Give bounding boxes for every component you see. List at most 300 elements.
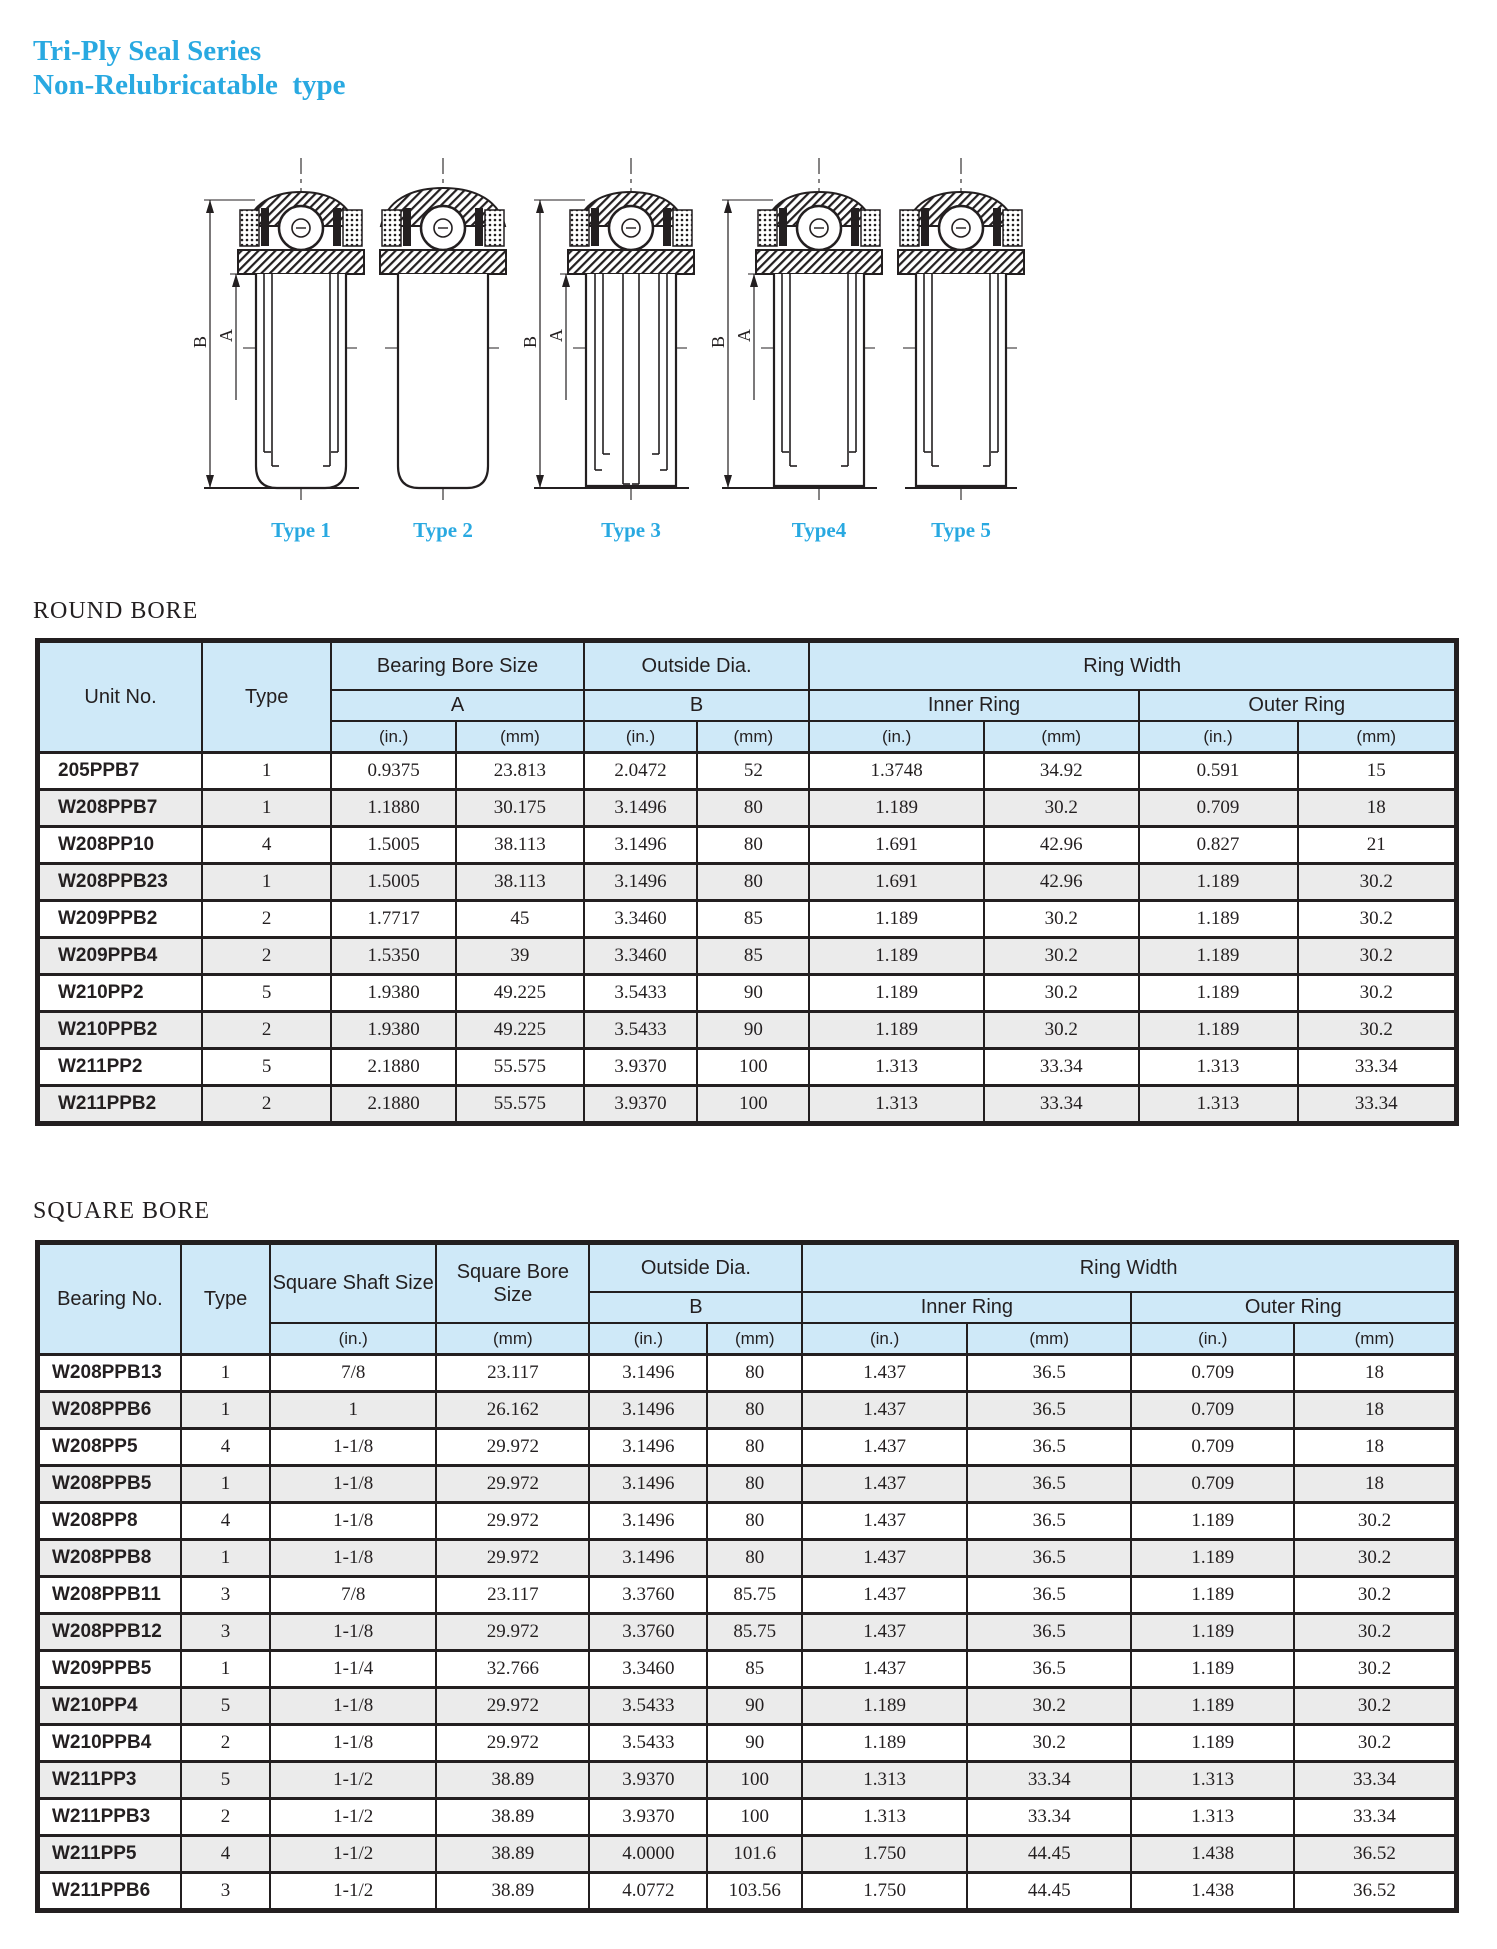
value-cell: 36.5 — [967, 1355, 1132, 1392]
value-cell: 1.313 — [802, 1799, 967, 1836]
value-cell: 21 — [1298, 827, 1457, 864]
table-row — [38, 1355, 1457, 1392]
unit-header-in: (in.) — [584, 721, 698, 753]
col-header-type: Type — [181, 1243, 270, 1355]
type-caption: Type 5 — [931, 518, 991, 542]
svg-text:B: B — [520, 335, 540, 348]
value-cell: 33.34 — [984, 1049, 1139, 1086]
unit-number-cell: W211PP2 — [38, 1049, 203, 1086]
value-cell: 7/8 — [270, 1577, 436, 1614]
table-row — [38, 1429, 1457, 1466]
value-cell: 80 — [707, 1429, 802, 1466]
value-cell: 30.2 — [1298, 975, 1457, 1012]
value-cell: 5 — [181, 1762, 270, 1799]
unit-header-mm: (mm) — [984, 721, 1139, 753]
value-cell: 2 — [202, 1012, 331, 1049]
value-cell: 30.175 — [456, 790, 584, 827]
value-cell: 0.591 — [1139, 753, 1298, 790]
value-cell: 2 — [181, 1799, 270, 1836]
unit-number-cell: W211PPB3 — [38, 1799, 181, 1836]
value-cell: 4 — [181, 1503, 270, 1540]
value-cell: 34.92 — [984, 753, 1139, 790]
unit-number-cell: 205PPB7 — [38, 753, 203, 790]
value-cell: 18 — [1298, 790, 1457, 827]
value-cell: 3.5433 — [584, 1012, 698, 1049]
value-cell: 1-1/8 — [270, 1540, 436, 1577]
value-cell: 0.827 — [1139, 827, 1298, 864]
value-cell: 32.766 — [436, 1651, 589, 1688]
col-subheader-outer-ring: Outer Ring — [1131, 1292, 1456, 1323]
bearing-diagrams — [190, 148, 1038, 543]
value-cell: 39 — [456, 938, 584, 975]
value-cell: 1 — [202, 864, 331, 901]
value-cell: 80 — [697, 790, 809, 827]
value-cell: 36.5 — [967, 1540, 1132, 1577]
value-cell: 18 — [1294, 1466, 1457, 1503]
value-cell: 1-1/2 — [270, 1762, 436, 1799]
value-cell: 3.1496 — [584, 827, 698, 864]
value-cell: 30.2 — [984, 901, 1139, 938]
value-cell: 1.438 — [1131, 1873, 1293, 1911]
table-row — [38, 975, 1457, 1012]
value-cell: 42.96 — [984, 827, 1139, 864]
value-cell: 30.2 — [1294, 1540, 1457, 1577]
table-row — [38, 790, 1457, 827]
value-cell: 1.437 — [802, 1429, 967, 1466]
square-bore-table — [35, 1240, 1459, 1913]
value-cell: 5 — [181, 1688, 270, 1725]
value-cell: 3.3760 — [589, 1577, 707, 1614]
value-cell: 3.9370 — [584, 1049, 698, 1086]
value-cell: 4 — [181, 1836, 270, 1873]
table-row — [38, 1012, 1457, 1049]
value-cell: 52 — [697, 753, 809, 790]
table-row — [38, 1503, 1457, 1540]
value-cell: 30.2 — [1294, 1614, 1457, 1651]
col-header-bore-size: Bearing Bore Size — [331, 641, 584, 691]
value-cell: 33.34 — [1294, 1799, 1457, 1836]
unit-number-cell: W208PPB5 — [38, 1466, 181, 1503]
value-cell: 38.113 — [456, 864, 584, 901]
value-cell: 2.1880 — [331, 1086, 456, 1124]
value-cell: 1.189 — [802, 1688, 967, 1725]
value-cell: 23.117 — [436, 1577, 589, 1614]
value-cell: 100 — [697, 1086, 809, 1124]
value-cell: 1-1/8 — [270, 1503, 436, 1540]
table-row — [38, 1540, 1457, 1577]
value-cell: 2 — [181, 1725, 270, 1762]
value-cell: 36.5 — [967, 1614, 1132, 1651]
value-cell: 18 — [1294, 1355, 1457, 1392]
value-cell: 3.1496 — [589, 1503, 707, 1540]
value-cell: 1.189 — [1139, 864, 1298, 901]
value-cell: 38.89 — [436, 1873, 589, 1911]
unit-header-in: (in.) — [809, 721, 984, 753]
value-cell: 26.162 — [436, 1392, 589, 1429]
value-cell: 3.1496 — [589, 1355, 707, 1392]
value-cell: 1.313 — [1139, 1086, 1298, 1124]
bearing-drawing — [896, 148, 1026, 508]
value-cell: 2.0472 — [584, 753, 698, 790]
unit-number-cell: W210PP2 — [38, 975, 203, 1012]
type-caption: Type 1 — [271, 518, 331, 542]
value-cell: 1.9380 — [331, 975, 456, 1012]
unit-number-cell: W210PPB4 — [38, 1725, 181, 1762]
value-cell: 1-1/2 — [270, 1836, 436, 1873]
value-cell: 0.9375 — [331, 753, 456, 790]
value-cell: 1 — [181, 1540, 270, 1577]
value-cell: 1.438 — [1131, 1836, 1293, 1873]
value-cell: 80 — [707, 1466, 802, 1503]
unit-header-in: (in.) — [1139, 721, 1298, 753]
value-cell: 1-1/8 — [270, 1466, 436, 1503]
value-cell: 30.2 — [967, 1725, 1132, 1762]
type-caption: Type 3 — [601, 518, 661, 542]
value-cell: 3.1496 — [584, 790, 698, 827]
section-title-square-bore: SQUARE BORE — [33, 1198, 211, 1224]
value-cell: 1.189 — [809, 938, 984, 975]
unit-header-mm: (mm) — [707, 1323, 802, 1355]
value-cell: 1.750 — [802, 1873, 967, 1911]
value-cell: 29.972 — [436, 1503, 589, 1540]
value-cell: 3.1496 — [584, 864, 698, 901]
unit-number-cell: W208PPB6 — [38, 1392, 181, 1429]
value-cell: 29.972 — [436, 1466, 589, 1503]
value-cell: 42.96 — [984, 864, 1139, 901]
value-cell: 80 — [707, 1503, 802, 1540]
value-cell: 30.2 — [1294, 1577, 1457, 1614]
value-cell: 1.437 — [802, 1503, 967, 1540]
value-cell: 100 — [707, 1799, 802, 1836]
value-cell: 3.3460 — [584, 938, 698, 975]
value-cell: 1.313 — [802, 1762, 967, 1799]
value-cell: 29.972 — [436, 1614, 589, 1651]
value-cell: 3.1496 — [589, 1466, 707, 1503]
value-cell: 36.5 — [967, 1503, 1132, 1540]
value-cell: 49.225 — [456, 975, 584, 1012]
value-cell: 2 — [202, 938, 331, 975]
value-cell: 3 — [181, 1614, 270, 1651]
value-cell: 1.437 — [802, 1577, 967, 1614]
value-cell: 1.313 — [809, 1049, 984, 1086]
value-cell: 1.9380 — [331, 1012, 456, 1049]
value-cell: 1.189 — [1131, 1540, 1293, 1577]
value-cell: 1.3748 — [809, 753, 984, 790]
unit-number-cell: W211PP5 — [38, 1836, 181, 1873]
bearing-diagram-type-5 — [896, 148, 1026, 543]
value-cell: 1.313 — [809, 1086, 984, 1124]
value-cell: 1.189 — [809, 901, 984, 938]
value-cell: 1.313 — [1139, 1049, 1298, 1086]
value-cell: 0.709 — [1139, 790, 1298, 827]
svg-text:B: B — [190, 335, 210, 348]
value-cell: 36.5 — [967, 1392, 1132, 1429]
type-caption: Type 2 — [413, 518, 473, 542]
value-cell: 3 — [181, 1873, 270, 1911]
value-cell: 30.2 — [1294, 1651, 1457, 1688]
svg-text:B: B — [708, 335, 728, 348]
value-cell: 1.437 — [802, 1355, 967, 1392]
value-cell: 29.972 — [436, 1688, 589, 1725]
svg-text:A: A — [546, 329, 566, 342]
col-subheader-inner-ring: Inner Ring — [802, 1292, 1131, 1323]
value-cell: 55.575 — [456, 1049, 584, 1086]
col-subheader-inner-ring: Inner Ring — [809, 690, 1138, 721]
value-cell: 15 — [1298, 753, 1457, 790]
value-cell: 1-1/8 — [270, 1614, 436, 1651]
value-cell: 30.2 — [1294, 1688, 1457, 1725]
unit-number-cell: W208PP5 — [38, 1429, 181, 1466]
value-cell: 1-1/8 — [270, 1688, 436, 1725]
value-cell: 33.34 — [1298, 1086, 1457, 1124]
value-cell: 1.189 — [1131, 1725, 1293, 1762]
unit-header-in: (in.) — [1131, 1323, 1293, 1355]
value-cell: 30.2 — [1298, 901, 1457, 938]
col-header-unit-no: Unit No. — [38, 641, 203, 753]
unit-header-in: (in.) — [331, 721, 456, 753]
unit-number-cell: W211PPB6 — [38, 1873, 181, 1911]
table-row — [38, 1466, 1457, 1503]
value-cell: 30.2 — [1298, 1012, 1457, 1049]
value-cell: 36.5 — [967, 1651, 1132, 1688]
value-cell: 5 — [202, 975, 331, 1012]
value-cell: 1-1/2 — [270, 1799, 436, 1836]
value-cell: 1.189 — [809, 975, 984, 1012]
value-cell: 38.89 — [436, 1762, 589, 1799]
value-cell: 30.2 — [967, 1688, 1132, 1725]
round-bore-table — [35, 638, 1459, 1126]
value-cell: 80 — [697, 827, 809, 864]
value-cell: 29.972 — [436, 1540, 589, 1577]
value-cell: 1.5350 — [331, 938, 456, 975]
unit-number-cell: W209PPB5 — [38, 1651, 181, 1688]
value-cell: 90 — [697, 975, 809, 1012]
value-cell: 1.691 — [809, 827, 984, 864]
value-cell: 2 — [202, 1086, 331, 1124]
col-header-bearing-no: Bearing No. — [38, 1243, 181, 1355]
value-cell: 1 — [181, 1466, 270, 1503]
table-row — [38, 1392, 1457, 1429]
value-cell: 29.972 — [436, 1429, 589, 1466]
value-cell: 1.189 — [809, 1012, 984, 1049]
table-row — [38, 1836, 1457, 1873]
value-cell: 3.3460 — [589, 1651, 707, 1688]
table-row — [38, 1799, 1457, 1836]
value-cell: 1 — [270, 1392, 436, 1429]
unit-number-cell: W208PPB12 — [38, 1614, 181, 1651]
col-header-shaft-size: Square Shaft Size — [270, 1243, 436, 1324]
value-cell: 80 — [697, 864, 809, 901]
bearing-diagram-type-4 — [708, 148, 884, 543]
table-row — [38, 938, 1457, 975]
value-cell: 49.225 — [456, 1012, 584, 1049]
value-cell: 4 — [181, 1429, 270, 1466]
bearing-diagram-type-3 — [520, 148, 696, 543]
value-cell: 7/8 — [270, 1355, 436, 1392]
value-cell: 3.3460 — [584, 901, 698, 938]
table-row — [38, 1614, 1457, 1651]
unit-number-cell: W211PP3 — [38, 1762, 181, 1799]
value-cell: 85.75 — [707, 1614, 802, 1651]
value-cell: 1 — [181, 1355, 270, 1392]
value-cell: 30.2 — [984, 790, 1139, 827]
value-cell: 36.52 — [1294, 1873, 1457, 1911]
value-cell: 2 — [202, 901, 331, 938]
value-cell: 30.2 — [984, 1012, 1139, 1049]
value-cell: 3.1496 — [589, 1392, 707, 1429]
value-cell: 80 — [707, 1392, 802, 1429]
value-cell: 3.9370 — [589, 1762, 707, 1799]
unit-header-mm: (mm) — [456, 721, 584, 753]
value-cell: 1.189 — [1131, 1651, 1293, 1688]
value-cell: 1.750 — [802, 1836, 967, 1873]
table-row — [38, 1725, 1457, 1762]
value-cell: 38.89 — [436, 1799, 589, 1836]
value-cell: 5 — [202, 1049, 331, 1086]
value-cell: 1.189 — [1139, 938, 1298, 975]
table-row — [38, 753, 1457, 790]
value-cell: 1.437 — [802, 1614, 967, 1651]
table-row — [38, 827, 1457, 864]
table-row — [38, 1688, 1457, 1725]
value-cell: 1-1/4 — [270, 1651, 436, 1688]
value-cell: 3.5433 — [589, 1725, 707, 1762]
value-cell: 1.189 — [1139, 901, 1298, 938]
unit-number-cell: W208PP8 — [38, 1503, 181, 1540]
col-subheader-a: A — [331, 690, 584, 721]
svg-text:A: A — [216, 329, 236, 342]
value-cell: 18 — [1294, 1392, 1457, 1429]
unit-header-mm: (mm) — [1294, 1323, 1457, 1355]
value-cell: 1.5005 — [331, 864, 456, 901]
page-title — [33, 34, 346, 102]
value-cell: 1.691 — [809, 864, 984, 901]
unit-number-cell: W208PPB13 — [38, 1355, 181, 1392]
page-title-line1: Tri-Ply Seal Series — [33, 35, 262, 67]
table-row — [38, 1762, 1457, 1799]
unit-header-mm: (mm) — [967, 1323, 1132, 1355]
value-cell: 30.2 — [1294, 1725, 1457, 1762]
unit-number-cell: W208PPB11 — [38, 1577, 181, 1614]
bearing-diagram-type-2 — [378, 148, 508, 543]
value-cell: 30.2 — [1298, 938, 1457, 975]
value-cell: 3.1496 — [589, 1540, 707, 1577]
value-cell: 33.34 — [1298, 1049, 1457, 1086]
value-cell: 80 — [707, 1540, 802, 1577]
value-cell: 1.5005 — [331, 827, 456, 864]
value-cell: 4 — [202, 827, 331, 864]
unit-number-cell: W209PPB2 — [38, 901, 203, 938]
value-cell: 1-1/2 — [270, 1873, 436, 1911]
value-cell: 2.1880 — [331, 1049, 456, 1086]
value-cell: 36.5 — [967, 1429, 1132, 1466]
value-cell: 85 — [697, 938, 809, 975]
col-header-type: Type — [202, 641, 331, 753]
value-cell: 1.189 — [1131, 1614, 1293, 1651]
col-header-ring-width: Ring Width — [809, 641, 1456, 691]
table-row — [38, 1873, 1457, 1911]
value-cell: 38.89 — [436, 1836, 589, 1873]
page-title-line2: Non-Relubricatable type — [33, 69, 346, 101]
value-cell: 1 — [202, 790, 331, 827]
unit-header-in: (in.) — [270, 1323, 436, 1355]
value-cell: 0.709 — [1131, 1429, 1293, 1466]
unit-number-cell: W211PPB2 — [38, 1086, 203, 1124]
table-row — [38, 864, 1457, 901]
value-cell: 3.5433 — [584, 975, 698, 1012]
value-cell: 85.75 — [707, 1577, 802, 1614]
value-cell: 23.117 — [436, 1355, 589, 1392]
unit-number-cell: W209PPB4 — [38, 938, 203, 975]
unit-header-in: (in.) — [589, 1323, 707, 1355]
value-cell: 36.5 — [967, 1466, 1132, 1503]
value-cell: 33.34 — [984, 1086, 1139, 1124]
value-cell: 4.0000 — [589, 1836, 707, 1873]
value-cell: 1.437 — [802, 1466, 967, 1503]
value-cell: 1.189 — [1131, 1503, 1293, 1540]
value-cell: 1.437 — [802, 1392, 967, 1429]
value-cell: 1.313 — [1131, 1762, 1293, 1799]
value-cell: 90 — [707, 1688, 802, 1725]
value-cell: 1.437 — [802, 1540, 967, 1577]
table-row — [38, 901, 1457, 938]
value-cell: 3.9370 — [589, 1799, 707, 1836]
col-subheader-outer-ring: Outer Ring — [1139, 690, 1457, 721]
bearing-drawing — [708, 148, 884, 508]
value-cell: 90 — [707, 1725, 802, 1762]
value-cell: 0.709 — [1131, 1466, 1293, 1503]
value-cell: 30.2 — [1294, 1503, 1457, 1540]
value-cell: 1-1/8 — [270, 1429, 436, 1466]
value-cell: 100 — [697, 1049, 809, 1086]
value-cell: 0.709 — [1131, 1355, 1293, 1392]
value-cell: 3.1496 — [589, 1429, 707, 1466]
col-subheader-b: B — [589, 1292, 802, 1323]
section-title-round-bore: ROUND BORE — [33, 598, 199, 624]
value-cell: 1.189 — [1131, 1688, 1293, 1725]
value-cell: 1 — [181, 1651, 270, 1688]
bearing-drawing — [378, 148, 508, 508]
unit-number-cell: W208PP10 — [38, 827, 203, 864]
unit-number-cell: W208PPB23 — [38, 864, 203, 901]
value-cell: 1.189 — [802, 1725, 967, 1762]
value-cell: 1.189 — [809, 790, 984, 827]
col-header-ring-width: Ring Width — [802, 1243, 1456, 1293]
value-cell: 85 — [697, 901, 809, 938]
value-cell: 3.3760 — [589, 1614, 707, 1651]
value-cell: 30.2 — [1298, 864, 1457, 901]
value-cell: 1 — [181, 1392, 270, 1429]
value-cell: 55.575 — [456, 1086, 584, 1124]
unit-number-cell: W210PP4 — [38, 1688, 181, 1725]
col-header-outside-dia: Outside Dia. — [589, 1243, 802, 1293]
unit-number-cell: W210PPB2 — [38, 1012, 203, 1049]
value-cell: 1.189 — [1139, 1012, 1298, 1049]
col-header-bore-size: Square Bore Size — [436, 1243, 589, 1324]
value-cell: 3 — [181, 1577, 270, 1614]
value-cell: 80 — [707, 1355, 802, 1392]
table-row — [38, 1049, 1457, 1086]
value-cell: 3.5433 — [589, 1688, 707, 1725]
value-cell: 1.189 — [1139, 975, 1298, 1012]
value-cell: 18 — [1294, 1429, 1457, 1466]
col-header-outside-dia: Outside Dia. — [584, 641, 810, 691]
value-cell: 30.2 — [984, 938, 1139, 975]
bearing-diagram-type-1 — [190, 148, 366, 543]
value-cell: 33.34 — [967, 1799, 1132, 1836]
svg-text:A: A — [734, 329, 754, 342]
type-caption: Type4 — [791, 518, 847, 542]
